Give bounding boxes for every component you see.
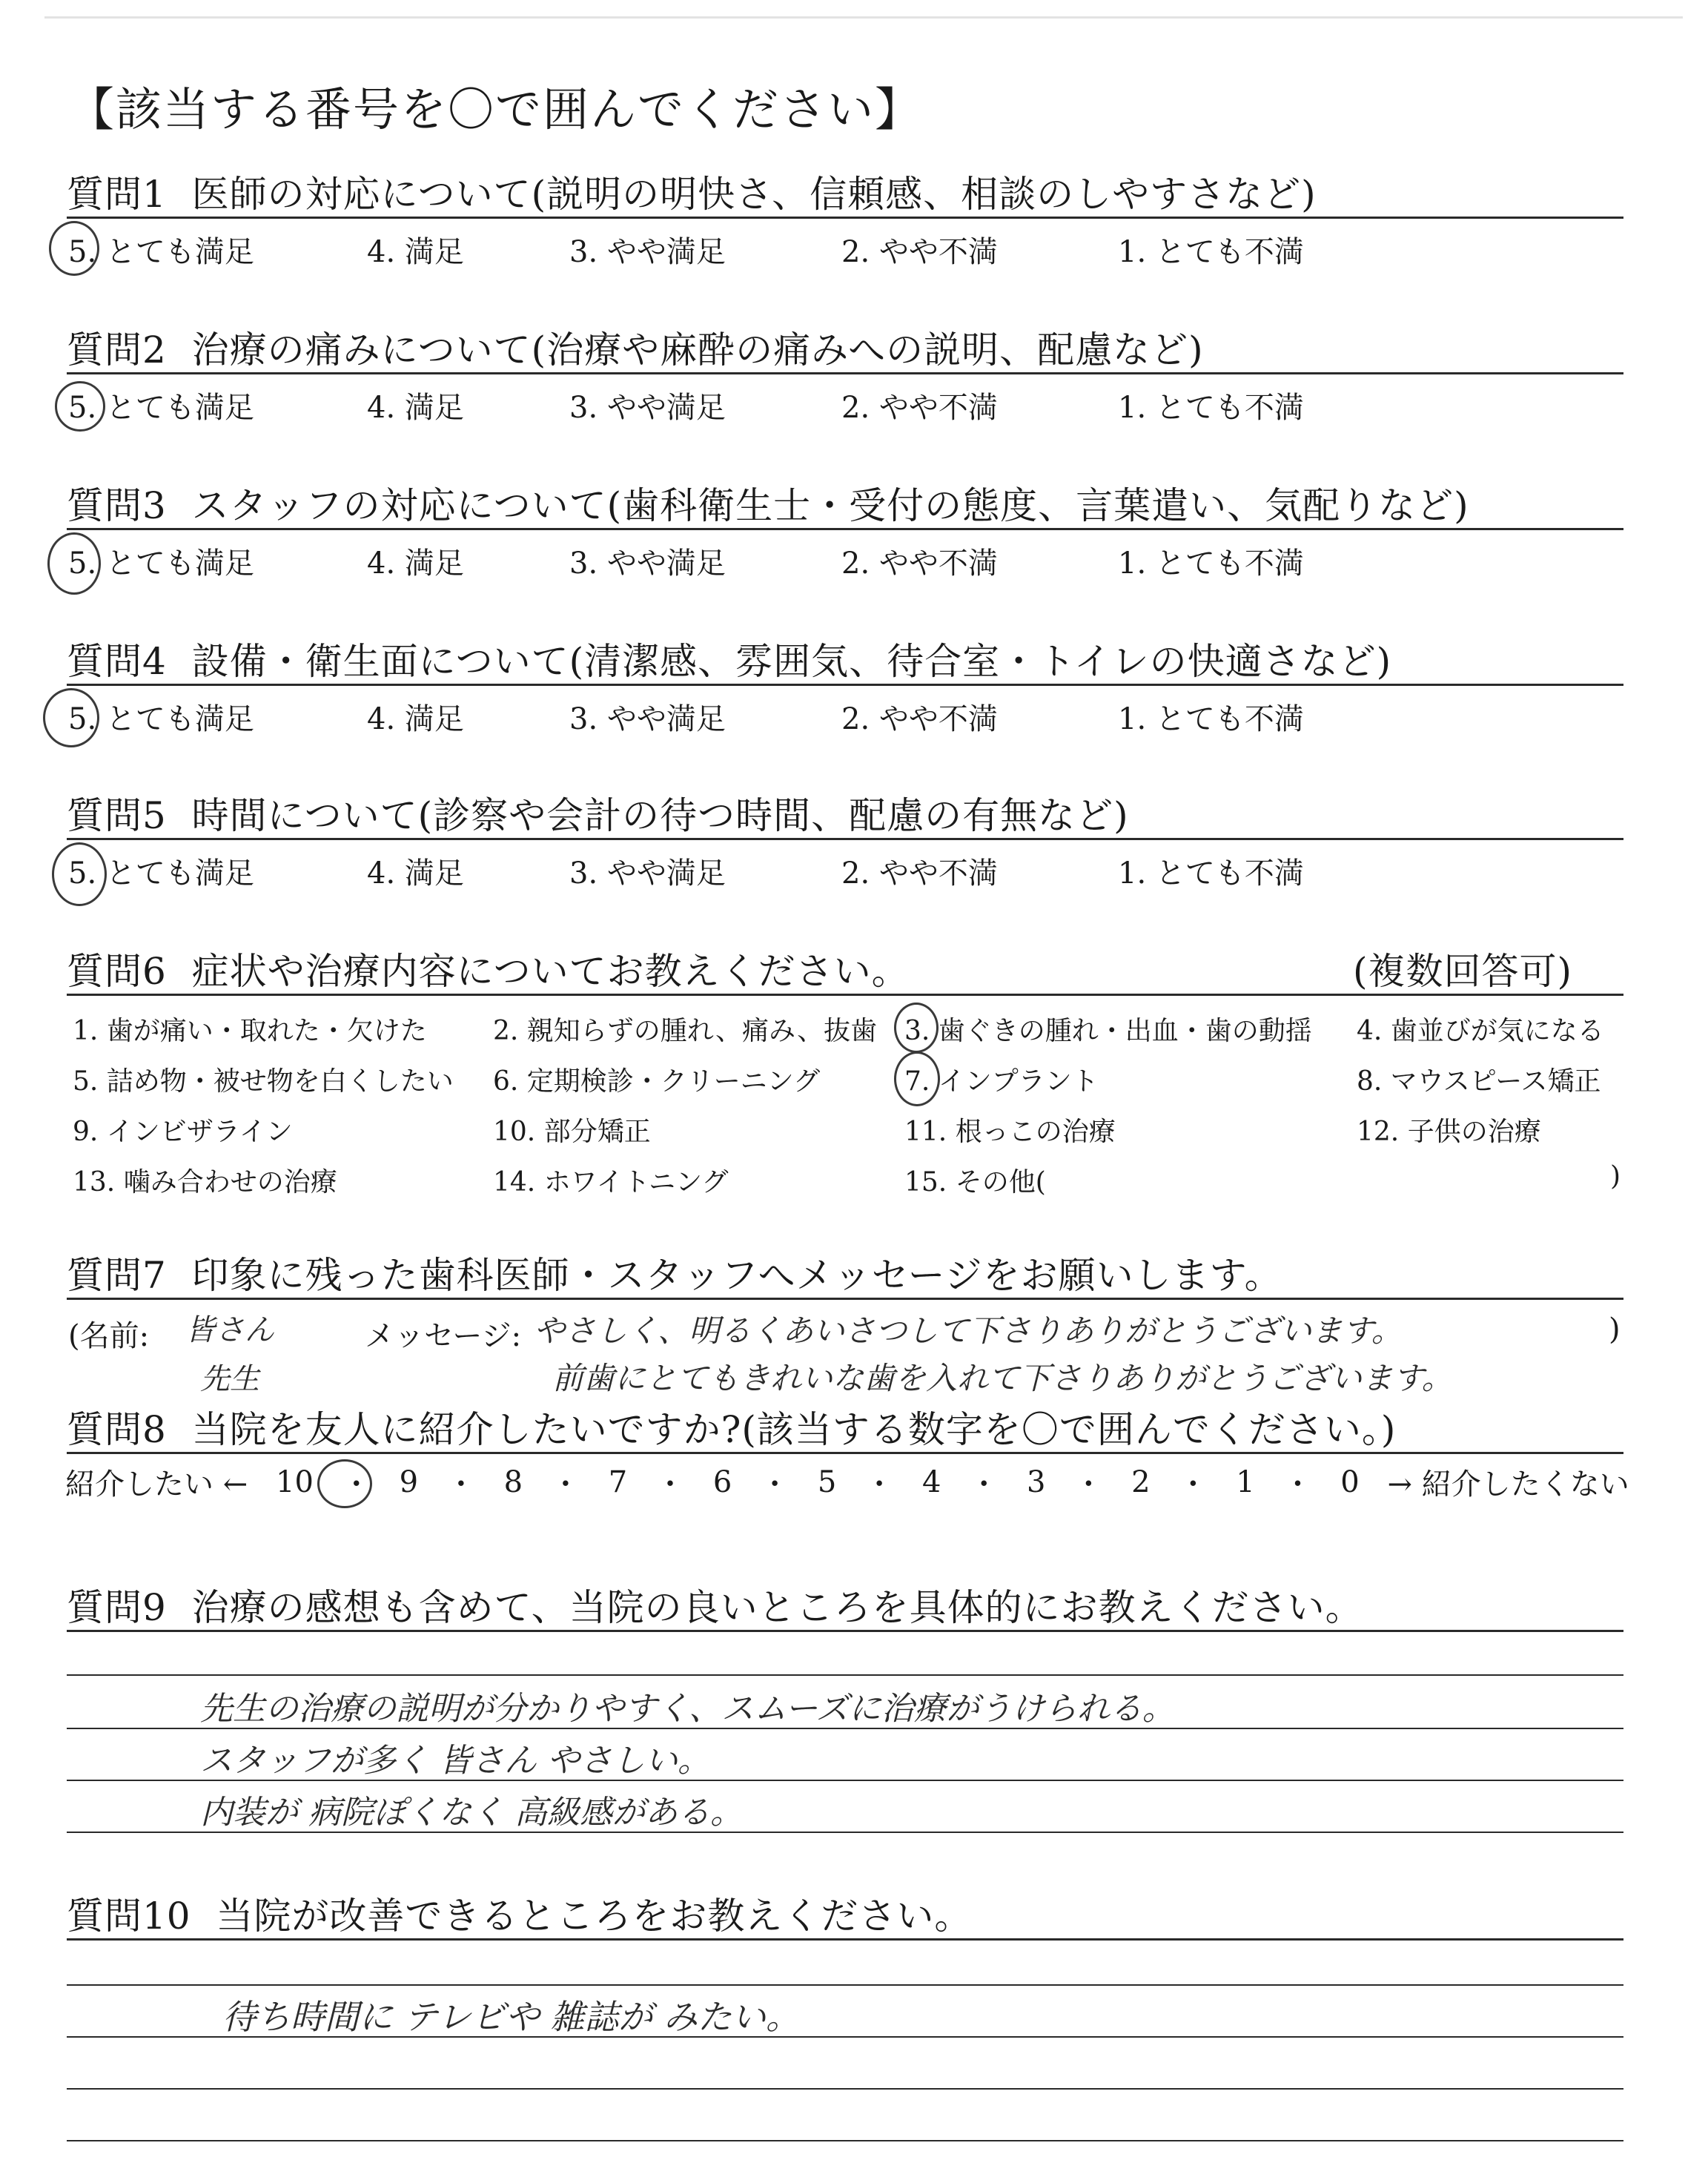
divider bbox=[67, 1452, 1623, 1454]
q5-selected-circle bbox=[52, 842, 107, 906]
dot-separator: ・ bbox=[1073, 1467, 1104, 1502]
divider bbox=[67, 838, 1623, 840]
q4-option-3[interactable]: 3. やや満足 bbox=[569, 702, 726, 736]
divider bbox=[67, 1298, 1623, 1300]
q7-message-2: 前歯にとてもきれいな歯を入れて下さりありがとうございます。 bbox=[552, 1360, 1453, 1396]
question-text: 印象に残った歯科医師・スタッフへメッセージをお願いします。 bbox=[191, 1254, 1282, 1297]
q9-answer-3: 内装が 病院ぽくなく 高級感がある。 bbox=[200, 1794, 743, 1832]
q3-option-2[interactable]: 2. やや不満 bbox=[841, 546, 998, 581]
question-label: 質問9 bbox=[67, 1586, 167, 1629]
q6-item-7-selected-circle bbox=[894, 1051, 940, 1106]
q6-item-14[interactable]: 14. ホワイトニング bbox=[493, 1167, 729, 1198]
q8-value-9[interactable]: 9 bbox=[399, 1464, 419, 1499]
q8-value-4[interactable]: 4 bbox=[921, 1464, 941, 1499]
q2-option-4[interactable]: 4. 満足 bbox=[367, 391, 464, 425]
dot-separator: ・ bbox=[760, 1467, 790, 1502]
question-label: 質問1 bbox=[67, 173, 167, 216]
question-8 bbox=[67, 1400, 1396, 1453]
q5-option-2[interactable]: 2. やや不満 bbox=[841, 856, 998, 891]
divider bbox=[67, 684, 1623, 686]
q3-option-3[interactable]: 3. やや満足 bbox=[569, 546, 726, 581]
q10-answer-1: 待ち時間に テレビや 雑誌が みたい。 bbox=[222, 1997, 800, 2037]
q6-item-15-close: ) bbox=[1610, 1161, 1621, 1192]
dot-separator: ・ bbox=[1178, 1467, 1208, 1502]
answer-line bbox=[67, 1984, 1623, 1986]
question-text: 当院が改善できるところをお教えください。 bbox=[216, 1895, 973, 1938]
page-top-edge bbox=[44, 16, 1683, 19]
q6-item-12[interactable]: 12. 子供の治療 bbox=[1357, 1117, 1541, 1147]
answer-line bbox=[67, 1674, 1623, 1676]
q8-right-label: → 紹介したくない bbox=[1387, 1467, 1629, 1502]
q7-name-label: (名前: bbox=[68, 1319, 150, 1353]
question-1 bbox=[67, 165, 1317, 218]
dot-separator: ・ bbox=[341, 1467, 371, 1502]
q4-selected-circle bbox=[43, 688, 99, 747]
q6-item-3-selected-circle bbox=[894, 1003, 939, 1053]
question-text: 治療の感想も含めて、当院の良いところを具体的にお教えください。 bbox=[191, 1586, 1363, 1629]
q8-left-label: 紹介したい ← bbox=[65, 1467, 248, 1502]
q6-item-10[interactable]: 10. 部分矯正 bbox=[493, 1117, 651, 1147]
q9-answer-1: 先生の治療の説明が分かりやすく、スムーズに治療がうけられる。 bbox=[200, 1690, 1175, 1728]
dot-separator: ・ bbox=[1282, 1467, 1313, 1502]
q7-message-1: やさしく、明るくあいさつして下さりありがとうございます。 bbox=[534, 1312, 1403, 1349]
q3-selected-circle bbox=[47, 532, 101, 595]
q8-value-7[interactable]: 7 bbox=[608, 1464, 628, 1499]
question-label: 質問5 bbox=[67, 794, 167, 837]
question-7 bbox=[67, 1246, 1282, 1299]
q8-recommend-scale bbox=[65, 1461, 1629, 1503]
q6-item-15[interactable]: 15. その他( bbox=[904, 1167, 1046, 1198]
q2-option-1[interactable]: 1. とても不満 bbox=[1118, 391, 1304, 425]
divider bbox=[67, 1630, 1623, 1632]
question-3 bbox=[67, 476, 1469, 529]
divider bbox=[67, 372, 1623, 374]
question-10 bbox=[67, 1886, 972, 1940]
q6-item-2[interactable]: 2. 親知らずの腫れ、痛み、抜歯 bbox=[493, 1016, 878, 1046]
q2-option-5[interactable]: 5. とても満足 bbox=[68, 391, 254, 425]
q8-value-8[interactable]: 8 bbox=[503, 1464, 523, 1499]
dot-separator: ・ bbox=[446, 1467, 476, 1502]
q1-selected-circle bbox=[49, 221, 99, 276]
q1-option-1[interactable]: 1. とても不満 bbox=[1118, 235, 1304, 269]
q5-option-1[interactable]: 1. とても不満 bbox=[1118, 856, 1304, 891]
q6-item-7[interactable]: 7. インプラント bbox=[904, 1066, 1099, 1097]
q7-close-paren: ) bbox=[1609, 1312, 1621, 1347]
divider bbox=[67, 994, 1623, 996]
q8-value-1[interactable]: 1 bbox=[1236, 1464, 1255, 1499]
q7-name-2: 先生 bbox=[200, 1362, 259, 1396]
question-4 bbox=[67, 632, 1391, 685]
divider bbox=[67, 528, 1623, 530]
question-6 bbox=[67, 942, 910, 995]
question-text: 設備・衛生面について(清潔感、雰囲気、待合室・トイレの快適さなど) bbox=[191, 640, 1392, 683]
q6-multiple-note: (複数回答可) bbox=[1353, 950, 1573, 993]
divider bbox=[67, 1938, 1623, 1941]
page-title: 【該当する番号を〇で囲んでください】 bbox=[68, 82, 923, 136]
question-text: 治療の痛みについて(治療や麻酔の痛みへの説明、配慮など) bbox=[191, 328, 1204, 371]
question-label: 質問4 bbox=[67, 640, 167, 683]
q4-option-1[interactable]: 1. とても不満 bbox=[1118, 702, 1304, 736]
q6-item-1[interactable]: 1. 歯が痛い・取れた・欠けた bbox=[73, 1016, 427, 1046]
dot-separator: ・ bbox=[864, 1467, 895, 1502]
q9-answer-2: スタッフが多く 皆さん やさしい。 bbox=[200, 1742, 710, 1780]
q6-item-6[interactable]: 6. 定期検診・クリーニング bbox=[493, 1066, 821, 1097]
question-label: 質問6 bbox=[67, 950, 167, 993]
q2-selected-circle bbox=[55, 381, 105, 432]
q8-value-5[interactable]: 5 bbox=[817, 1464, 837, 1499]
q7-name-1: 皆さん bbox=[185, 1313, 274, 1347]
q1-option-5[interactable]: 5. とても満足 bbox=[68, 235, 254, 269]
answer-line bbox=[67, 2088, 1623, 2090]
q8-selected-circle bbox=[317, 1459, 372, 1508]
question-label: 質問8 bbox=[67, 1408, 167, 1451]
dot-separator: ・ bbox=[969, 1467, 999, 1502]
question-text: スタッフの対応について(歯科衛生士・受付の態度、言葉遣い、気配りなど) bbox=[191, 484, 1469, 527]
question-label: 質問7 bbox=[67, 1254, 167, 1297]
q7-message-label: メッセージ: bbox=[365, 1319, 522, 1353]
question-text: 当院を友人に紹介したいですか?(該当する数字を〇で囲んでください。) bbox=[191, 1408, 1397, 1451]
question-label: 質問2 bbox=[67, 328, 167, 371]
q1-option-4[interactable]: 4. 満足 bbox=[367, 235, 464, 269]
q4-option-5[interactable]: 5. とても満足 bbox=[68, 702, 254, 736]
answer-line bbox=[67, 2140, 1623, 2141]
dot-separator: ・ bbox=[550, 1467, 580, 1502]
q5-option-5[interactable]: 5. とても満足 bbox=[68, 856, 254, 891]
question-text: 症状や治療内容についてお教えください。 bbox=[191, 950, 910, 993]
q3-option-4[interactable]: 4. 満足 bbox=[367, 546, 464, 581]
q3-option-5[interactable]: 5. とても満足 bbox=[68, 546, 254, 581]
question-text: 医師の対応について(説明の明快さ、信頼感、相談のしやすさなど) bbox=[191, 173, 1317, 216]
dot-separator: ・ bbox=[655, 1467, 685, 1502]
q2-option-2[interactable]: 2. やや不満 bbox=[841, 391, 998, 425]
question-text: 時間について(診察や会計の待つ時間、配慮の有無など) bbox=[191, 794, 1129, 837]
q8-value-3[interactable]: 3 bbox=[1027, 1464, 1046, 1499]
q6-item-3[interactable]: 3. 歯ぐきの腫れ・出血・歯の動揺 bbox=[904, 1016, 1312, 1046]
q8-value-6[interactable]: 6 bbox=[712, 1464, 732, 1499]
q8-value-0[interactable]: 0 bbox=[1340, 1464, 1360, 1499]
divider bbox=[67, 217, 1623, 219]
q5-option-3[interactable]: 3. やや満足 bbox=[569, 856, 726, 891]
q4-option-4[interactable]: 4. 満足 bbox=[367, 702, 464, 736]
q5-option-4[interactable]: 4. 満足 bbox=[367, 856, 464, 891]
q3-option-1[interactable]: 1. とても不満 bbox=[1118, 546, 1304, 581]
q2-option-3[interactable]: 3. やや満足 bbox=[569, 391, 726, 425]
question-5 bbox=[67, 786, 1129, 839]
q6-item-13[interactable]: 13. 噛み合わせの治療 bbox=[73, 1167, 337, 1198]
q8-value-2[interactable]: 2 bbox=[1131, 1464, 1151, 1499]
q4-option-2[interactable]: 2. やや不満 bbox=[841, 702, 998, 736]
q6-item-5[interactable]: 5. 詰め物・被せ物を白くしたい bbox=[73, 1066, 454, 1097]
q1-option-2[interactable]: 2. やや不満 bbox=[841, 235, 998, 269]
q6-item-8[interactable]: 8. マウスピース矯正 bbox=[1357, 1066, 1601, 1097]
q6-item-11[interactable]: 11. 根っこの治療 bbox=[904, 1117, 1116, 1147]
question-9 bbox=[67, 1578, 1363, 1631]
q6-item-4[interactable]: 4. 歯並びが気になる bbox=[1357, 1016, 1604, 1046]
question-label: 質問3 bbox=[67, 484, 167, 527]
question-2 bbox=[67, 320, 1204, 374]
question-label: 質問10 bbox=[67, 1895, 191, 1938]
q6-item-9[interactable]: 9. インビザライン bbox=[73, 1117, 293, 1147]
q1-option-3[interactable]: 3. やや満足 bbox=[569, 235, 726, 269]
q8-value-10[interactable]: 10 bbox=[276, 1464, 314, 1499]
